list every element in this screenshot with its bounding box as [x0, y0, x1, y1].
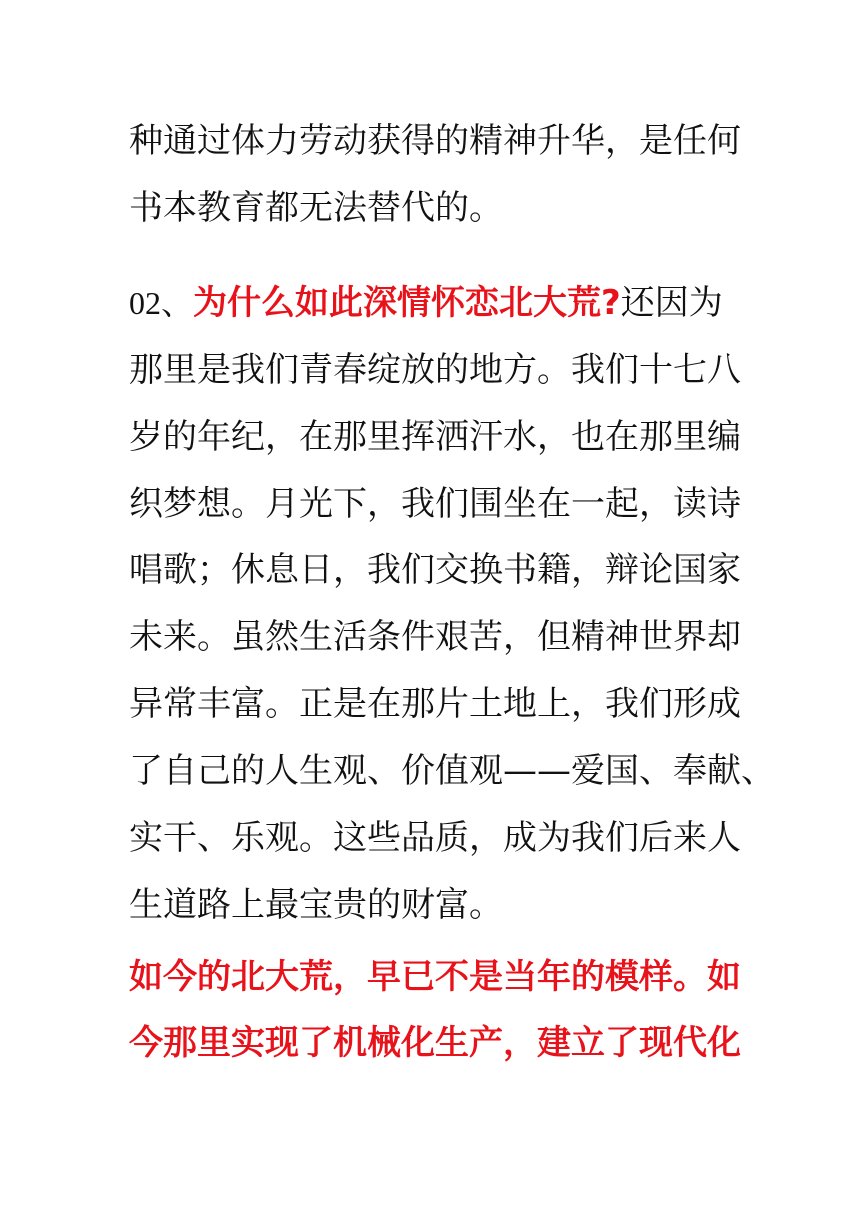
body-line-8: 实干、乐观。这些品质，成为我们后来人: [129, 818, 741, 858]
body-line-5: 未来。虽然生活条件艰苦，但精神世界却: [129, 617, 741, 657]
section-number: 02、: [129, 285, 194, 321]
body-line-6: 异常丰富。正是在那片土地上，我们形成: [129, 684, 741, 724]
intro-line-1: 种通过体力劳动获得的精神升华，是任何: [129, 121, 741, 161]
section-heading: 为什么如此深情怀恋北大荒?: [193, 283, 621, 323]
body-line-2: 岁的年纪，在那里挥洒汗水，也在那里编: [129, 417, 741, 457]
intro-line-2: 书本教育都无法替代的。: [129, 188, 503, 228]
highlight-line-1: 如今的北大荒，早已不是当年的模样。如: [129, 957, 741, 997]
highlight-line-2: 今那里实现了机械化生产，建立了现代化: [129, 1023, 741, 1063]
body-line-3: 织梦想。月光下，我们围坐在一起，读诗: [129, 484, 741, 524]
section-heading-tail: 还因为: [620, 283, 723, 323]
body-line-4: 唱歌；休息日，我们交换书籍，辩论国家: [129, 550, 741, 590]
body-line-7: 了自己的人生观、价值观——爱国、奉献、: [129, 751, 775, 791]
body-line-1: 那里是我们青春绽放的地方。我们十七八: [129, 350, 741, 390]
body-line-9: 生道路上最宝贵的财富。: [129, 885, 503, 925]
section-heading-line: [129, 279, 739, 327]
